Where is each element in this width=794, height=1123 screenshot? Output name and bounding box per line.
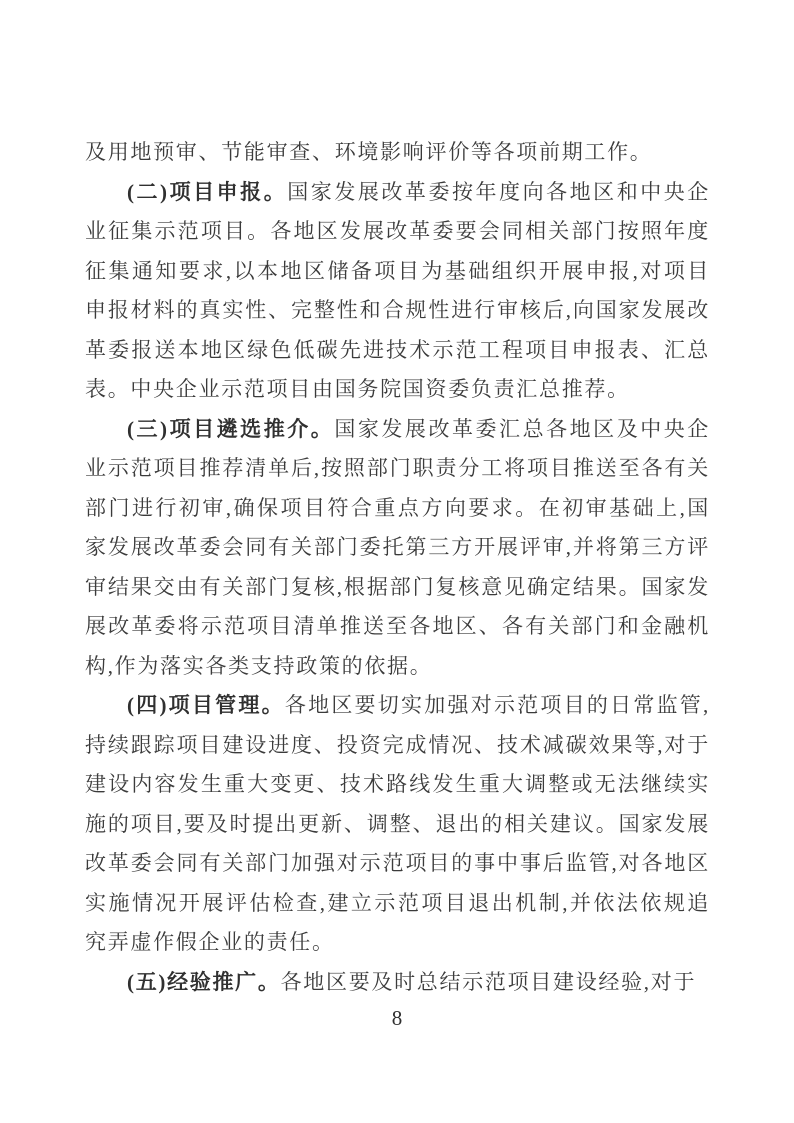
paragraph: [85, 686, 710, 963]
paragraph-heading: (五)经验推广。: [127, 969, 281, 994]
paragraph: [85, 963, 710, 1003]
page-number: 8: [391, 1006, 403, 1030]
paragraph-heading: (四)项目管理。: [127, 693, 285, 717]
paragraph-heading: (二)项目申报。: [127, 179, 288, 204]
paragraph-text: 国家发展改革委按年度向各地区和中央企业征集示范项目。各地区发展改革委要会同相关部门按照年度征集通知要求,以本地区储备项目为基础组织开展申报,对项目申报材料的真实性、完整性和合规性进行审核后,向国家发展改革委报送本地区绿色低碳先进技术示范工程项目申报表、汇总表。中央企业示范项目由国务院国资委负责汇总推荐。: [85, 179, 710, 401]
paragraph-text: 各地区要及时总结示范项目建设经验,对于: [280, 969, 697, 994]
paragraph: [85, 410, 710, 687]
paragraph: [85, 133, 710, 173]
paragraph-heading: (三)项目遴选推介。: [127, 416, 335, 441]
paragraph: [85, 173, 710, 410]
document-body: [85, 133, 710, 1002]
paragraph-text: 及用地预审、节能审查、环境影响评价等各项前期工作。: [85, 140, 653, 164]
paragraph-text: 国家发展改革委汇总各地区及中央企业示范项目推荐清单后,按照部门职责分工将项目推送至各有关部门进行初审,确保项目符合重点方向要求。在初审基础上,国家发展改革委会同有关部门委托第三方开展评审,并将第三方评审结果交由有关部门复核,根据部门复核意见确定结果。国家发展改革委将示范项目清单推送至各地区、各有关部门和金融机构,作为落实各类支持政策的依据。: [85, 416, 710, 678]
paragraph-text: 各地区要切实加强对示范项目的日常监管,持续跟踪项目建设进度、投资完成情况、技术减碳效果等,对于建设内容发生重大变更、技术路线发生重大调整或无法继续实施的项目,要及时提出更新、调整、退出的相关建议。国家发展改革委会同有关部门加强对示范项目的事中事后监管,对各地区实施情况开展评估检查,建立示范项目退出机制,并依法依规追究弄虚作假企业的责任。: [85, 693, 710, 954]
